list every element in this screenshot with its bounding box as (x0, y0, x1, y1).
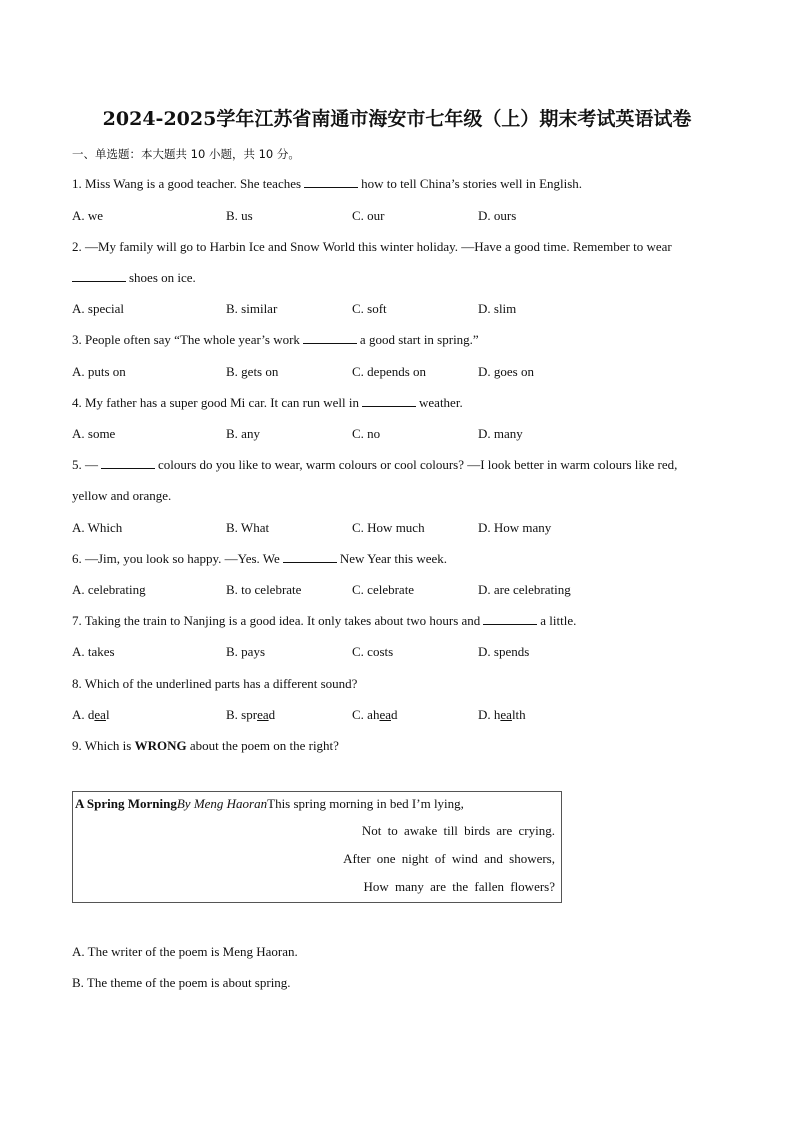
answer-blank (101, 458, 155, 469)
option-a: A. The writer of the poem is Meng Haoran. (72, 944, 298, 959)
emphasis-word: WRONG (134, 738, 187, 753)
question-1 (72, 176, 582, 192)
option-text: d (268, 707, 276, 722)
question-text: 3. People often say “The whole year’s work (72, 332, 300, 347)
option-d: D. spends (478, 644, 530, 659)
underlined-part: ea (379, 707, 391, 722)
option-c (352, 707, 398, 723)
option-b: B. similar (226, 301, 278, 316)
option-text: l (105, 707, 110, 722)
question-7 (72, 613, 576, 629)
option-b (226, 707, 275, 723)
question-text: 5. — (72, 457, 98, 472)
option-d: D. ours (478, 208, 517, 223)
option-a: A. special (72, 301, 124, 316)
question-text: a good start in spring.” (359, 332, 479, 347)
option-c: C. soft (352, 301, 387, 316)
question-text: a little. (540, 613, 577, 628)
answer-blank (283, 552, 337, 563)
option-text: D. h (478, 707, 501, 722)
answer-blank (362, 396, 416, 407)
poem-line-4: How many are the fallen flowers? (363, 879, 555, 894)
option-d: D. goes on (478, 364, 534, 379)
question-2-cont (72, 270, 196, 286)
option-b: B. What (226, 520, 270, 535)
option-d: D. many (478, 426, 523, 441)
answer-blank (483, 614, 537, 625)
option-b: B. us (226, 208, 253, 223)
question-text: New Year this week. (339, 551, 448, 566)
option-b: B. pays (226, 644, 265, 659)
page-title: 2024-2025学年江苏省南通市海安市七年级（上）期末考试英语试卷 (102, 108, 692, 130)
question-9 (72, 738, 339, 754)
answer-blank (72, 271, 126, 282)
option-c: C. no (352, 426, 381, 441)
option-a: A. we (72, 208, 104, 223)
question-text: 9. Which is (72, 738, 132, 753)
option-d (478, 707, 526, 723)
option-a: A. celebrating (72, 582, 146, 597)
question-text: 6. —Jim, you look so happy. —Yes. We (72, 551, 280, 566)
option-b: B. gets on (226, 364, 279, 379)
option-c: C. depends on (352, 364, 427, 379)
question-text: weather. (419, 395, 463, 410)
option-a (72, 707, 110, 723)
question-2: 2. —My family will go to Harbin Ice and Snow World this winter holiday. —Have a good time. Remember to wear (72, 239, 672, 254)
option-a: A. Which (72, 520, 123, 535)
question-3 (72, 332, 479, 348)
option-d: D. are celebrating (478, 582, 571, 597)
question-text: 7. Taking the train to Nanjing is a good idea. It only takes about two hours and (72, 613, 481, 628)
underlined-part: ea (94, 707, 106, 722)
underlined-part: ea (257, 707, 269, 722)
question-8: 8. Which of the underlined parts has a different sound? (72, 676, 358, 691)
option-b: B. The theme of the poem is about spring. (72, 975, 291, 990)
poem-line-3: After one night of wind and showers, (343, 851, 555, 866)
option-c: C. celebrate (352, 582, 415, 597)
question-text: shoes on ice. (129, 270, 196, 285)
option-c: C. costs (352, 644, 394, 659)
option-text: B. spr (226, 707, 258, 722)
option-text: d (391, 707, 398, 722)
option-c: C. our (352, 208, 385, 223)
poem-line-2: Not to awake till birds are crying. (361, 823, 555, 838)
option-c: C. How much (352, 520, 425, 535)
option-a: A. takes (72, 644, 115, 659)
question-4 (72, 395, 463, 411)
section-heading: 一、单选题：本大题共 10 小题，共 10 分。 (72, 147, 300, 161)
question-text: how to tell China’s stories well in English. (361, 176, 583, 191)
answer-blank (303, 333, 357, 344)
question-text: 1. Miss Wang is a good teacher. She teaches (72, 176, 302, 191)
question-text: colours do you like to wear, warm colours or cool colours? —I look better in warm colours like red, (158, 457, 678, 472)
option-a: A. some (72, 426, 116, 441)
option-d: D. How many (478, 520, 552, 535)
poem-heading (75, 796, 464, 812)
question-5 (72, 457, 677, 473)
question-5-cont: yellow and orange. (72, 488, 172, 503)
option-text: A. d (72, 707, 95, 722)
poem-line-1: This spring morning in bed I’m lying, (267, 796, 464, 811)
question-text: 4. My father has a super good Mi car. It can run well in (72, 395, 360, 410)
option-a: A. puts on (72, 364, 126, 379)
question-text: about the poem on the right? (189, 738, 339, 753)
answer-blank (304, 177, 358, 188)
option-d: D. slim (478, 301, 517, 316)
option-text: lth (511, 707, 526, 722)
poem-author: By Meng Haoran (176, 796, 268, 811)
poem-box (72, 791, 562, 903)
poem-title: A Spring Morning (75, 796, 177, 811)
option-b: B. to celebrate (226, 582, 302, 597)
option-text: C. ah (352, 707, 380, 722)
underlined-part: ea (500, 707, 512, 722)
question-6 (72, 551, 447, 567)
option-b: B. any (226, 426, 260, 441)
